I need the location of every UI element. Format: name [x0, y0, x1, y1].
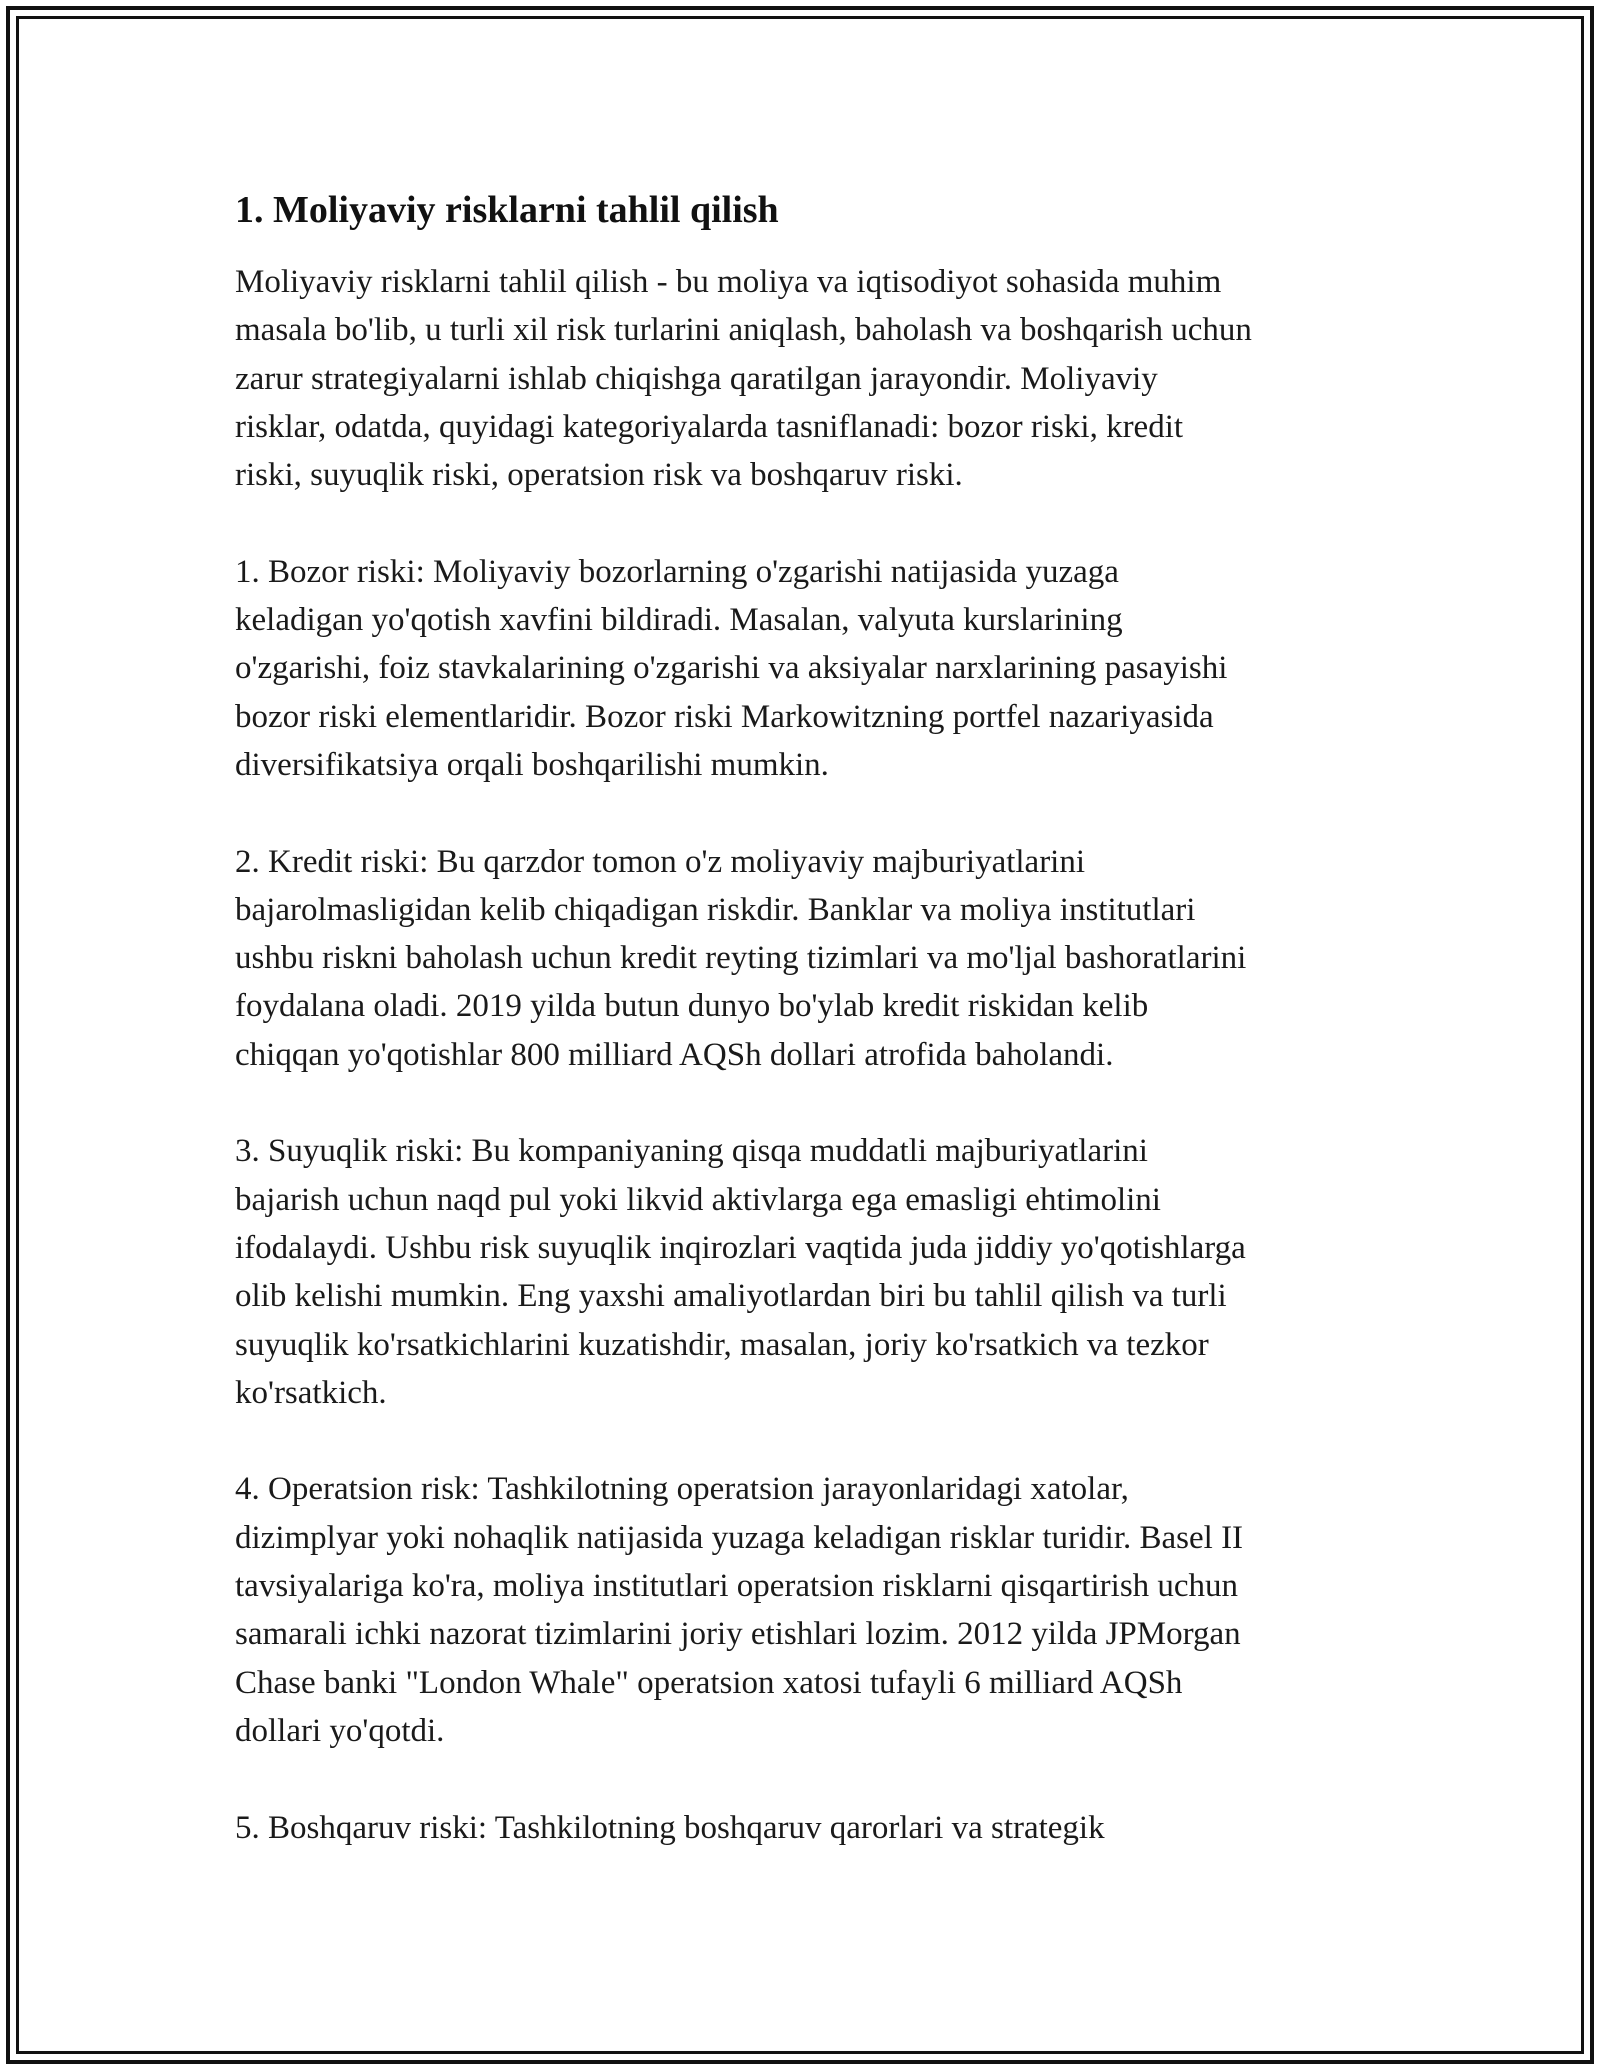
document-body: [235, 186, 1375, 1852]
paragraph-intro: Moliyaviy risklarni tahlil qilish - bu moliya va iqtisodiyot sohasida muhim masala bo'lib, u turli xil risk turlarini aniqlash, baholash va boshqarish uchun zarur strategiyalarni ishlab chiqishga qaratilgan jarayondir. Moliyaviy risklar, odatda, quyidagi kategoriyalarda tasniflanadi: bozor riski, kredit riski, suyuqlik riski, operatsion risk va boshqaruv riski.: [235, 264, 1252, 494]
paragraph-operational-risk: 4. Operatsion risk: Tashkilotning operatsion jarayonlaridagi xatolar, dizimplyar yoki nohaqlik natijasida yuzaga keladigan risklar turidir. Basel II tavsiyalariga ko'ra, moliya institutlari operatsion risklarni qisqartirish uchun samarali ichki nazorat tizimlarini joriy etishlari lozim. 2012 yilda JPMorgan Chase banki "London Whale" operatsion xatosi tufayli 6 milliard AQSh dollari yo'qotdi.: [235, 1471, 1244, 1749]
paragraph-market-risk: 1. Bozor riski: Moliyaviy bozorlarning o'zgarishi natijasida yuzaga keladigan yo'qotish xavfini bildiradi. Masalan, valyuta kurslarining o'zgarishi, foiz stavkalarining o'zgarishi va aksiyalar narxlarining pasayishi bozor riski elementlaridir. Bozor riski Markowitzning portfel nazariyasida diversifikatsiya orqali boshqarilishi mumkin.: [235, 553, 1228, 783]
paragraph-liquidity-risk: 3. Suyuqlik riski: Bu kompaniyaning qisqa muddatli majburiyatlarini bajarish uchun naqd pul yoki likvid aktivlarga ega emasligi ehtimolini ifodalaydi. Ushbu risk suyuqlik inqirozlari vaqtida juda jiddiy yo'qotishlarga olib kelishi mumkin. Eng yaxshi amaliyotlardan biri bu tahlil qilish va turli suyuqlik ko'rsatkichlarini kuzatishdir, masalan, joriy ko'rsatkich va tezkor ko'rsatkich.: [235, 1133, 1246, 1411]
paragraph-management-risk: 5. Boshqaruv riski: Tashkilotning boshqaruv qarorlari va strategik: [235, 1809, 1105, 1846]
paragraph-credit-risk: 2. Kredit riski: Bu qarzdor tomon o'z moliyaviy majburiyatlarini bajarolmasligidan kelib chiqadigan riskdir. Banklar va moliya institutlari ushbu riskni baholash uchun kredit reyting tizimlari va mo'ljal bashoratlarini foydalana oladi. 2019 yilda butun dunyo bo'ylab kredit riskidan kelib chiqqan yo'qotishlar 800 milliard AQSh dollari atrofida baholandi.: [235, 843, 1247, 1073]
document-title: 1. Moliyaviy risklarni tahlil qilish: [235, 189, 779, 231]
